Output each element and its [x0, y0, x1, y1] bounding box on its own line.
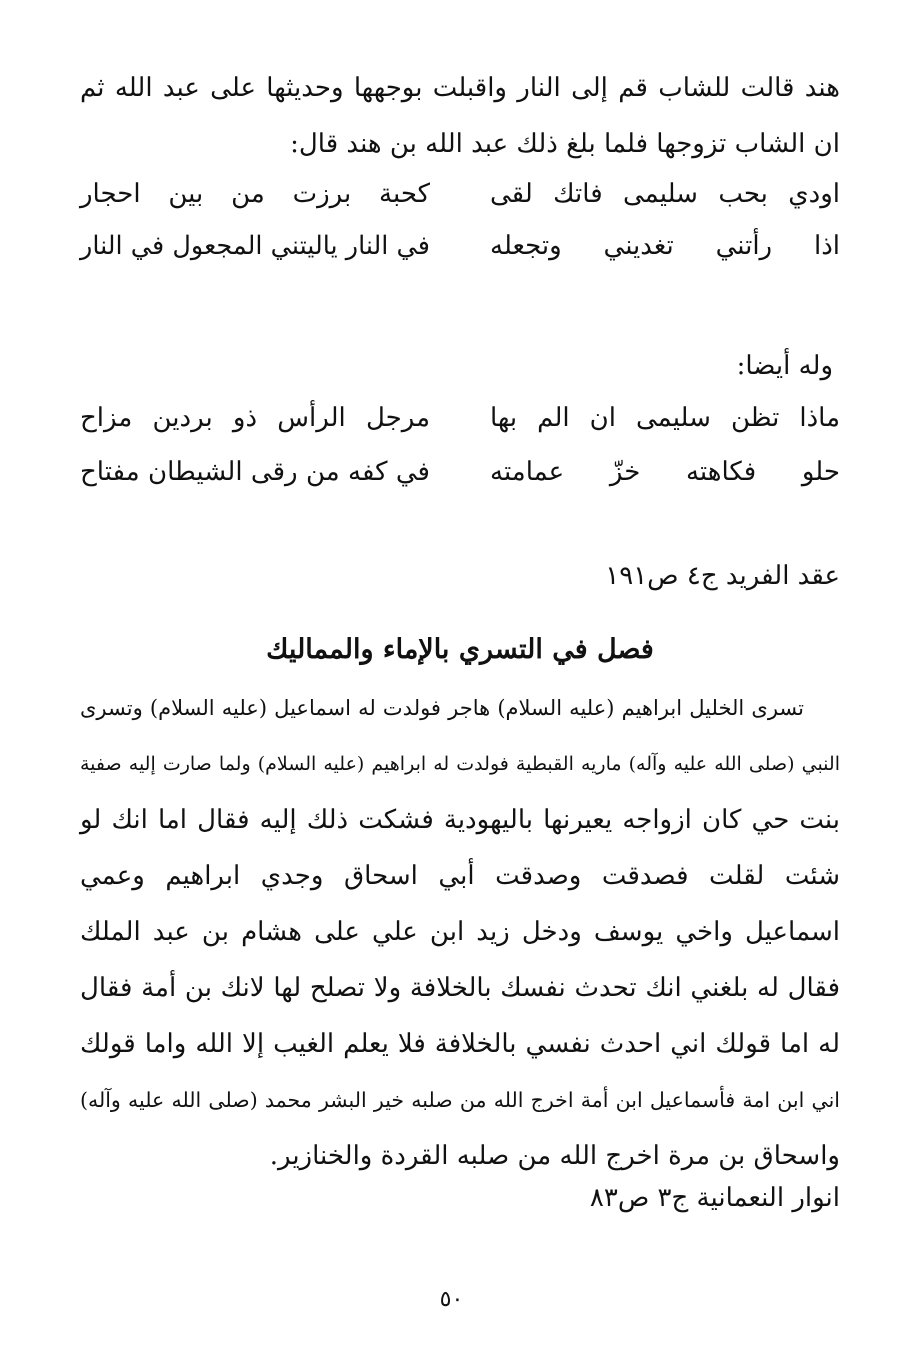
poem1-verse-1-left: كحبة برزت من بين احجار: [80, 179, 430, 209]
paragraph-line-2: النبي (صلى الله عليه وآله) ماريه القبطية فولدت له ابراهيم (عليه السلام) ولما صارت إليه صفية: [80, 753, 840, 775]
section-title: فصل في التسري بالإماء والمماليك: [266, 634, 654, 665]
poem2-verse-1: [80, 398, 840, 438]
paragraph-line-3: بنت حي كان ازواجه يعيرنها باليهودية فشكت ذلك إليه فقال اما انك لو: [80, 805, 840, 835]
poem1-verse-2-left: في النار ياليتني المجعول في النار: [80, 231, 430, 261]
paragraph-line-1: تسرى الخليل ابراهيم (عليه السلام) هاجر فولدت له اسماعيل (عليه السلام) وتسرى: [80, 696, 804, 720]
poem1-verse-1: [80, 174, 840, 214]
paragraph-line-5: اسماعيل واخي يوسف ودخل زيد ابن علي على هشام بن عبد الملك: [80, 917, 840, 947]
page-number: ٥٠: [439, 1287, 464, 1312]
poem1-verse-2-right: اذا رأتني تغديني وتجعله: [490, 231, 840, 261]
intro-line-1: هند قالت للشاب قم إلى النار واقبلت بوجهها وحديثها على عبد الله ثم: [80, 73, 840, 103]
also-label: وله أيضا:: [736, 351, 833, 381]
intro-line-2: ان الشاب تزوجها فلما بلغ ذلك عبد الله بن هند قال:: [290, 129, 840, 159]
paragraph-line-8: اني ابن امة فأسماعيل ابن أمة اخرج الله من صلبه خير البشر محمد (صلى الله عليه وآله): [80, 1088, 840, 1112]
poem1-verse-1-right: اودي بحب سليمى فاتك لقى: [490, 179, 840, 209]
paragraph-line-6: فقال له بلغني انك تحدث نفسك بالخلافة ولا تصلح لها لانك بن أمة فقال: [80, 973, 840, 1003]
poem2-verse-2-left: في كفه من رقى الشيطان مفتاح: [80, 457, 430, 487]
poem2-verse-2: [80, 452, 840, 492]
paragraph-line-7: له اما قولك اني احدث نفسي بالخلافة فلا يعلم الغيب إلا الله واما قولك: [80, 1029, 840, 1059]
poem2-verse-1-left: مرجل الرأس ذو بردين مزاح: [80, 403, 430, 433]
poem1-verse-2: [80, 226, 840, 266]
source-citation-2: انوار النعمانية ج٣ ص٨٣: [589, 1183, 840, 1213]
poem2-verse-2-right: حلو فكاهته خزّ عمامته: [490, 457, 840, 487]
paragraph-line-4: شئت لقلت فصدقت وصدقت أبي اسحاق وجدي ابراهيم وعمي: [80, 861, 840, 891]
poem2-verse-1-right: ماذا تظن سليمى ان الم بها: [490, 403, 840, 433]
paragraph-line-9: واسحاق بن مرة اخرج الله من صلبه القردة والخنازير.: [269, 1141, 840, 1171]
source-citation-1: عقد الفريد ج٤ ص١٩١: [605, 561, 840, 591]
